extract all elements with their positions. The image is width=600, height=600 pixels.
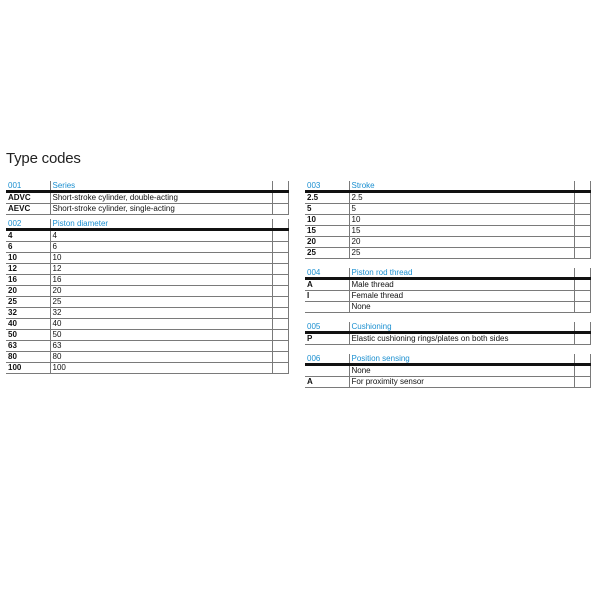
type-code: 10 — [6, 253, 50, 264]
selection-box — [575, 322, 591, 333]
selection-box — [575, 354, 591, 365]
selection-box — [575, 215, 591, 226]
code-description: 15 — [349, 226, 575, 237]
code-description: 20 — [50, 286, 273, 297]
selection-box — [273, 308, 289, 319]
selection-box — [273, 286, 289, 297]
type-code: 5 — [305, 204, 349, 215]
cushioning-table — [305, 322, 591, 345]
code-number: 002 — [6, 219, 50, 230]
type-code: 32 — [6, 308, 50, 319]
code-description: 10 — [349, 215, 575, 226]
table-row — [305, 302, 591, 313]
table-row — [305, 215, 591, 226]
code-description: Male thread — [349, 279, 575, 291]
table-row — [6, 204, 289, 215]
code-description: 25 — [349, 248, 575, 259]
selection-box — [575, 291, 591, 302]
selection-box — [575, 333, 591, 345]
code-number: 004 — [305, 268, 349, 279]
type-code: 6 — [6, 242, 50, 253]
table-row — [6, 264, 289, 275]
selection-box — [273, 192, 289, 204]
code-description: None — [349, 302, 575, 313]
code-description: 20 — [349, 237, 575, 248]
position-sensing-table — [305, 354, 591, 388]
code-description: 16 — [50, 275, 273, 286]
type-code: 80 — [6, 352, 50, 363]
selection-box — [575, 377, 591, 388]
type-code: 15 — [305, 226, 349, 237]
code-description: 4 — [50, 230, 273, 242]
type-code: A — [305, 377, 349, 388]
code-description: 100 — [50, 363, 273, 374]
code-description: Elastic cushioning rings/plates on both sides — [349, 333, 575, 345]
selection-box — [575, 204, 591, 215]
code-description: 2.5 — [349, 192, 575, 204]
table-row — [6, 275, 289, 286]
selection-box — [575, 237, 591, 248]
code-description: 6 — [50, 242, 273, 253]
code-number: 005 — [305, 322, 349, 333]
selection-box — [273, 264, 289, 275]
type-code: 10 — [305, 215, 349, 226]
code-category-name: Cushioning — [349, 322, 575, 333]
type-code: 20 — [305, 237, 349, 248]
table-header-row — [305, 354, 591, 365]
code-description: Short-stroke cylinder, double-acting — [50, 192, 273, 204]
code-category-name: Stroke — [349, 181, 575, 192]
code-description: For proximity sensor — [349, 377, 575, 388]
type-code: I — [305, 291, 349, 302]
table-row — [6, 242, 289, 253]
type-code: 40 — [6, 319, 50, 330]
table-row — [305, 333, 591, 345]
table-row — [305, 237, 591, 248]
code-number: 001 — [6, 181, 50, 192]
code-description: Female thread — [349, 291, 575, 302]
type-code: 4 — [6, 230, 50, 242]
type-code: ADVC — [6, 192, 50, 204]
code-description: 63 — [50, 341, 273, 352]
left-column — [6, 181, 289, 374]
code-description: 12 — [50, 264, 273, 275]
selection-box — [575, 365, 591, 377]
code-description: None — [349, 365, 575, 377]
table-row — [6, 319, 289, 330]
table-row — [6, 341, 289, 352]
type-code: A — [305, 279, 349, 291]
table-row — [6, 286, 289, 297]
selection-box — [273, 242, 289, 253]
type-code: P — [305, 333, 349, 345]
table-row — [6, 308, 289, 319]
type-code: 100 — [6, 363, 50, 374]
type-code — [305, 302, 349, 313]
selection-box — [273, 319, 289, 330]
table-row — [305, 291, 591, 302]
selection-box — [575, 279, 591, 291]
selection-box — [273, 363, 289, 374]
series-table — [6, 181, 289, 215]
selection-box — [575, 181, 591, 192]
stroke-table — [305, 181, 591, 259]
code-description: 10 — [50, 253, 273, 264]
right-column — [305, 181, 591, 388]
code-number: 006 — [305, 354, 349, 365]
selection-box — [273, 297, 289, 308]
table-row — [6, 230, 289, 242]
table-header-row — [305, 181, 591, 192]
selection-box — [273, 230, 289, 242]
selection-box — [273, 181, 289, 192]
code-description: 5 — [349, 204, 575, 215]
table-row — [305, 279, 591, 291]
selection-box — [575, 248, 591, 259]
piston-rod-thread-table — [305, 268, 591, 313]
table-row — [305, 248, 591, 259]
selection-box — [273, 204, 289, 215]
table-row — [6, 330, 289, 341]
code-number: 003 — [305, 181, 349, 192]
selection-box — [273, 275, 289, 286]
table-row — [305, 377, 591, 388]
selection-box — [575, 226, 591, 237]
code-description: 80 — [50, 352, 273, 363]
table-header-row — [6, 181, 289, 192]
selection-box — [575, 192, 591, 204]
selection-box — [273, 253, 289, 264]
selection-box — [575, 268, 591, 279]
code-category-name: Piston diameter — [50, 219, 273, 230]
page-title: Type codes — [6, 150, 81, 167]
table-row — [6, 253, 289, 264]
code-category-name: Position sensing — [349, 354, 575, 365]
type-code: 50 — [6, 330, 50, 341]
type-code: 63 — [6, 341, 50, 352]
table-header-row — [305, 322, 591, 333]
selection-box — [273, 330, 289, 341]
table-header-row — [6, 219, 289, 230]
table-row — [6, 192, 289, 204]
table-row — [6, 363, 289, 374]
type-code — [305, 365, 349, 377]
code-description: 25 — [50, 297, 273, 308]
type-code: AEVC — [6, 204, 50, 215]
code-category-name: Series — [50, 181, 273, 192]
type-code: 12 — [6, 264, 50, 275]
type-code: 25 — [305, 248, 349, 259]
selection-box — [273, 341, 289, 352]
piston-diameter-table — [6, 219, 289, 374]
selection-box — [273, 219, 289, 230]
selection-box — [273, 352, 289, 363]
type-code: 16 — [6, 275, 50, 286]
table-row — [6, 352, 289, 363]
code-description: 40 — [50, 319, 273, 330]
table-row — [6, 297, 289, 308]
table-row — [305, 365, 591, 377]
code-description: 32 — [50, 308, 273, 319]
table-row — [305, 204, 591, 215]
table-row — [305, 226, 591, 237]
code-category-name: Piston rod thread — [349, 268, 575, 279]
selection-box — [575, 302, 591, 313]
type-code: 2.5 — [305, 192, 349, 204]
type-code: 20 — [6, 286, 50, 297]
code-description: 50 — [50, 330, 273, 341]
code-description: Short-stroke cylinder, single-acting — [50, 204, 273, 215]
table-header-row — [305, 268, 591, 279]
type-code: 25 — [6, 297, 50, 308]
table-row — [305, 192, 591, 204]
